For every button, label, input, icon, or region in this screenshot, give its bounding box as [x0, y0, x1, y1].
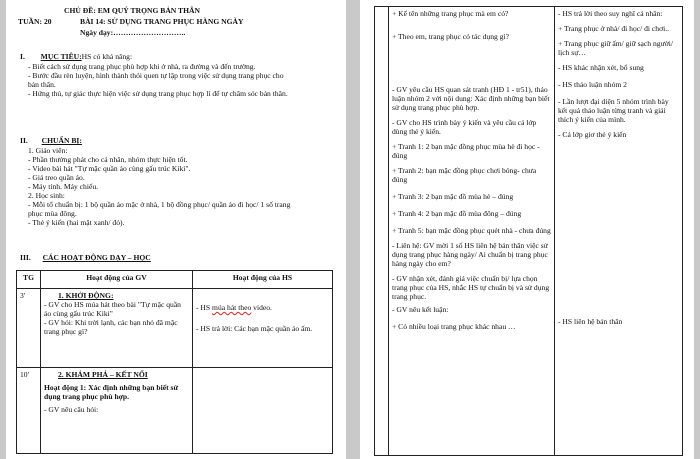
- prep-item: - Video bài hát "Tự mặc quần áo cùng gấu trúc Kiki".: [28, 164, 191, 173]
- section-2-heading: [20, 136, 82, 145]
- section-3-title: CÁC HOẠT ĐỘNG DẠY – HỌC: [42, 253, 151, 262]
- prep-item: - Thẻ ý kiến (hai mặt xanh/ đỏ).: [28, 218, 125, 227]
- row1-hs-answer: - HS trả lời: Các bạn mặc quần áo ấm.: [196, 324, 313, 333]
- lesson-title: BÀI 14: SỬ DỤNG TRANG PHỤC HÀNG NGÀY: [80, 17, 244, 26]
- prep-item: 1. Giáo viên:: [28, 146, 68, 155]
- table-row: [17, 368, 333, 454]
- hs-line: - Lần lượt đại diện 5 nhóm trình bày kết quả thảo luận từng tranh và giải thích ý kiến của mình.: [558, 97, 669, 124]
- prep-item: - Máy tính. Máy chiếu.: [28, 182, 99, 191]
- gv-line: - GV cho HS trình bày ý kiến và yêu cầu cả lớp dùng thẻ ý kiến.: [392, 118, 537, 136]
- table-header-row: [17, 271, 333, 289]
- header-gv: Hoạt động của GV: [41, 271, 193, 289]
- hs-line: + Trang phục ở nhà/ đi học/ đi chơi..: [558, 24, 670, 33]
- row2-hs: [193, 368, 333, 454]
- row2-gv-item: - GV nêu câu hỏi:: [44, 405, 99, 414]
- activities-table: [16, 270, 333, 454]
- gv-line: - GV nêu kết luận:: [392, 305, 449, 314]
- gv-line: - Liên hệ: GV mời 1 số HS liên hệ bản thân việc sử dụng trang phục hàng ngày/ Ai chuẩn bị trang phục hàng ngày cho em?: [392, 241, 548, 268]
- gv-line: + Tranh 1: 2 bạn mặc đồng phục mùa hè đi học - đúng: [392, 142, 540, 160]
- row2-gv-title: 2. KHÁM PHÁ – KẾT NỐI: [58, 370, 148, 379]
- hs-line: - Cả lớp giơ thẻ ý kiến: [558, 130, 627, 139]
- section-3-heading: [20, 253, 151, 262]
- table-row: [375, 7, 683, 456]
- section-1-title: MỤC TIÊU:: [40, 52, 82, 61]
- gv-line: + Theo em, trang phục có tác dụng gì?: [392, 32, 509, 41]
- prep-item: - Phần thưởng phát cho cá nhân, nhóm thực hiện tốt.: [28, 155, 188, 164]
- section-1-heading: [20, 52, 132, 61]
- row1-hs: [193, 289, 333, 368]
- section-2-items: [28, 146, 296, 227]
- cont-tg: [375, 7, 389, 456]
- gv-line: + Kể tên những trang phục mà em có?: [392, 9, 509, 18]
- hs-line: - HS thảo luận nhóm 2: [558, 80, 627, 89]
- gv-line: + Tranh 5: bạn mặc đồng phục quét nhà - chưa đúng: [392, 226, 551, 235]
- section-1-items: [28, 62, 296, 98]
- row1-gv-item: - GV hỏi: Khi trời lạnh, các bạn nhỏ đã mặc trang phục gì?: [44, 318, 178, 336]
- row1-tg: 3': [17, 289, 41, 368]
- objective-item: - Hứng thú, tự giác thực hiện việc sử dụng trang phục hợp lí để tự chăm sóc bản thân.: [28, 89, 288, 98]
- gv-line: + Có nhiều loại trang phục khác nhau …: [392, 322, 516, 331]
- hs-line: - HS liên hệ bản thân: [558, 317, 623, 326]
- row2-tg: 10': [17, 368, 41, 454]
- right-page: [360, 0, 694, 459]
- week-label: TUẦN: 20: [18, 17, 52, 26]
- row1-gv-title: 1. KHỞI ĐỘNG:: [58, 291, 114, 300]
- cont-hs: [555, 7, 683, 456]
- row2-gv-activity: Hoạt động 1: Xác định những bạn biết sử dụng trang phục phù hợp.: [44, 383, 179, 401]
- table-row: [17, 289, 333, 368]
- prep-item: 2. Học sinh:: [28, 191, 65, 200]
- section-3-num: III.: [20, 253, 31, 262]
- topic-title: CHỦ ĐỀ: EM QUÝ TRỌNG BẢN THÂN: [64, 6, 200, 15]
- left-page: [6, 0, 346, 459]
- hs-line: + Trang phục giữ ấm/ giữ sạch người/ lịch sự…: [558, 39, 673, 57]
- row1-gv-item: - GV cho HS múa hát theo bài "Tự mặc quần áo cùng gấu trúc Kiki": [44, 300, 181, 318]
- section-2-title: CHUẨN BỊ:: [41, 136, 82, 145]
- section-2-num: II.: [20, 136, 28, 145]
- objective-item: - Biết cách sử dụng trang phục phù hợp khi ở nhà, ra đường và đến trường.: [28, 62, 256, 71]
- prep-item: - Mỗi tổ chuẩn bị: 1 bộ quần áo mặc ở nhà, 1 bộ đồng phục/ quần áo đi học/ 1 số trang phục mùa đông.: [28, 200, 291, 218]
- gv-line: + Tranh 2: bạn mặc đồng phục chơi bóng- chưa đúng: [392, 166, 537, 184]
- hs-line: - HS trả lời theo suy nghĩ cá nhân:: [558, 9, 663, 18]
- section-1-suffix: HS có khả năng:: [81, 52, 133, 61]
- gv-line: - GV nhận xét, đánh giá việc chuẩn bị/ lựa chọn trang phục của HS, nhắc HS tự chuẩn bị và sử dụng trang phục.: [392, 274, 550, 301]
- gv-line: - GV yêu cầu HS quan sát tranh (HĐ 1 - tr51), thảo luận nhóm 2 với nội dung: Xác định những bạn biết sử dụng trang phục phù hợp.: [392, 85, 550, 112]
- header-tg: TG: [17, 271, 41, 289]
- prep-item: - Giá treo quần áo.: [28, 173, 85, 182]
- spelling-mark: múa hát theo: [212, 303, 252, 312]
- row1-hs-activity: - HS múa hát theo video.: [196, 303, 272, 312]
- section-1-num: I.: [20, 52, 25, 61]
- gv-line: + Tranh 3: 2 bạn mặc đồ mùa hè – đúng: [392, 192, 514, 201]
- header-hs: Hoạt động của HS: [193, 271, 333, 289]
- activities-table-continued: [374, 6, 683, 456]
- hs-line: - HS khác nhận xét, bổ sung: [558, 63, 644, 72]
- row2-gv: [41, 368, 193, 454]
- gv-line: + Tranh 4: 2 bạn mặc đồ mùa đông – đúng: [392, 209, 522, 218]
- teaching-date: Ngày dạy:………………………..: [80, 28, 186, 37]
- row1-gv: [41, 289, 193, 368]
- objective-item: - Bước đầu rèn luyện, hình thành thói quen tự lập trong việc sử dụng trang phục cho bản thân.: [28, 71, 284, 89]
- cont-gv: [389, 7, 555, 456]
